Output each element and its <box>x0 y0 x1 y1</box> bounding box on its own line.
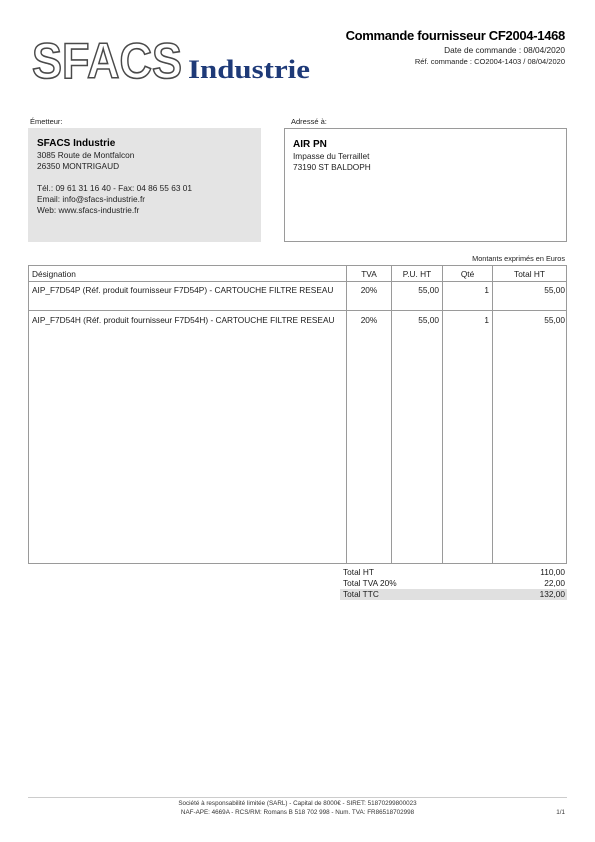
total-ht-value: 110,00 <box>540 567 565 577</box>
addressee-name: AIR PN <box>293 139 327 150</box>
page-number: 1/1 <box>556 809 565 816</box>
logo-word-text: Industrie <box>188 55 310 84</box>
footer-legal-line-2: NAF-APE: 4669A - RCS/RM: Romans B 518 702 998 - Num. TVA: FR86518702998 <box>180 809 415 816</box>
table-row <box>29 282 566 311</box>
order-reference: Réf. commande : CO2004-1403 / 08/04/2020 <box>414 57 565 66</box>
row-quantity: 1 <box>484 315 489 325</box>
addressee-address-line-2: 73190 ST BALDOPH <box>293 162 371 172</box>
table-row <box>29 312 566 341</box>
emitter-block <box>28 128 261 242</box>
footer-divider <box>28 797 567 798</box>
header-quantity: Qté <box>460 269 475 279</box>
footer-legal-line-1: Société à responsabilité limitée (SARL) - Capital de 8000€ - SIRET: 51870299800023 <box>178 800 417 807</box>
emitter-address-line-2: 26350 MONTRIGAUD <box>37 161 120 171</box>
row-quantity: 1 <box>484 285 489 295</box>
addressee-label: Adressé à: <box>291 117 327 126</box>
row-unit-price: 55,00 <box>418 315 439 325</box>
emitter-address-line-1: 3085 Route de Montfalcon <box>37 150 135 160</box>
header-unit-price: P.U. HT <box>402 269 432 279</box>
header-designation: Désignation <box>32 269 76 279</box>
logo-mark-text: SFACS <box>32 34 182 86</box>
items-table <box>28 265 567 564</box>
total-ttc-label: Total TTC <box>343 589 379 599</box>
header-tva: TVA <box>361 269 377 279</box>
total-ttc-value: 132,00 <box>539 589 565 599</box>
document-title: Commande fournisseur CF2004-1468 <box>345 28 565 43</box>
amounts-currency-note: Montants exprimés en Euros <box>472 254 565 263</box>
totals-block <box>340 567 567 600</box>
total-tva-label: Total TVA 20% <box>343 578 397 588</box>
row-unit-price: 55,00 <box>418 285 439 295</box>
total-ttc-row <box>340 589 567 600</box>
row-tva: 20% <box>360 285 378 295</box>
company-logo <box>30 34 320 86</box>
total-tva-value: 22,00 <box>544 578 565 588</box>
table-header-row <box>29 266 566 282</box>
row-total-ht: 55,00 <box>544 315 565 325</box>
row-designation: AIP_F7D54H (Réf. produit fournisseur F7D54H) - CARTOUCHE FILTRE RESEAU <box>32 315 335 325</box>
emitter-web: Web: www.sfacs-industrie.fr <box>37 205 140 215</box>
addressee-block <box>284 128 567 242</box>
order-date: Date de commande : 08/04/2020 <box>444 45 565 55</box>
row-total-ht: 55,00 <box>544 285 565 295</box>
total-tva-row <box>340 578 567 589</box>
header-total-ht: Total HT <box>514 269 545 279</box>
emitter-label: Émetteur: <box>30 117 63 126</box>
total-ht-label: Total HT <box>343 567 374 577</box>
emitter-name: SFACS Industrie <box>37 138 116 149</box>
row-designation: AIP_F7D54P (Réf. produit fournisseur F7D54P) - CARTOUCHE FILTRE RESEAU <box>32 285 334 295</box>
emitter-email: Email: info@sfacs-industrie.fr <box>37 194 146 204</box>
addressee-address-line-1: Impasse du Terraillet <box>293 151 370 161</box>
emitter-phone-fax: Tél.: 09 61 31 16 40 - Fax: 04 86 55 63 01 <box>37 183 192 193</box>
total-ht-row <box>340 567 567 578</box>
row-tva: 20% <box>360 315 378 325</box>
